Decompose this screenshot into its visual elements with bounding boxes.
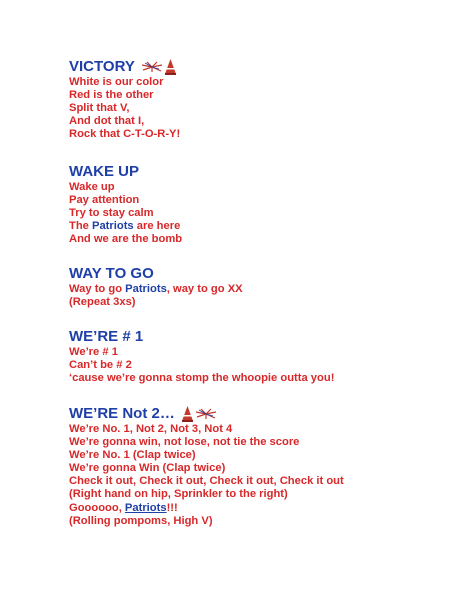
cheer-title: WAKE UP [69,163,140,180]
cheer-line: Check it out, Check it out, Check it out, Check it out [69,475,344,488]
cheer-line: Goooooo, Patriots!!! [69,501,178,514]
cheer-line: We’re gonna win, not lose, not tie the score [69,436,300,449]
cheer-title: WE’RE # 1 [69,328,144,345]
cheer-line: (Right hand on hip, Sprinkler to the right) [69,488,288,501]
team-name: Patriots [92,220,134,233]
cheer-line: We’re gonna Win (Clap twice) [69,462,226,475]
cheer-line: We’re No. 1 (Clap twice) [69,449,196,462]
cheer-line: Rock that C-T-O-R-Y! [69,128,181,141]
cheer-were-not-two [69,405,344,528]
cheer-wake-up [69,163,182,246]
cheer-line: Split that V, [69,102,130,115]
cheer-line: Try to stay calm [69,207,154,220]
pompom-icon [195,408,217,420]
cheer-line: Can’t be # 2 [69,359,132,372]
cheer-way-to-go [69,265,243,309]
cheer-line: Wake up [69,181,115,193]
cheer-title: VICTORY [69,58,135,75]
cheer-line: The Patriots are here [69,220,181,233]
cheer-line: We’re # 1 [69,346,118,358]
cheer-line: And dot that I, [69,115,145,128]
team-name: Patriots [124,501,167,514]
cheer-victory [69,58,180,141]
cheer-line: White is our color [69,76,164,88]
cheer-line: ‘cause we’re gonna stomp the whoopie outta you! [69,372,335,385]
cheer-line: (Repeat 3xs) [69,296,136,309]
cheer-line: (Rolling pompoms, High V) [69,514,213,527]
cheer-were-number-one [69,328,334,385]
cheer-line: Way to go Patriots, way to go XX [69,283,243,295]
pompom-icon [141,61,163,73]
cheer-line: Pay attention [69,194,140,207]
cheer-line: We’re No. 1, Not 2, Not 3, Not 4 [69,423,233,435]
cheer-line: Red is the other [69,89,154,102]
cheer-title: WAY TO GO [69,265,154,282]
megaphone-icon [164,59,177,75]
megaphone-icon [181,406,194,422]
cheer-title: WE’RE Not 2… [69,405,175,422]
team-name: Patriots [125,283,167,295]
cheer-line: And we are the bomb [69,233,183,246]
